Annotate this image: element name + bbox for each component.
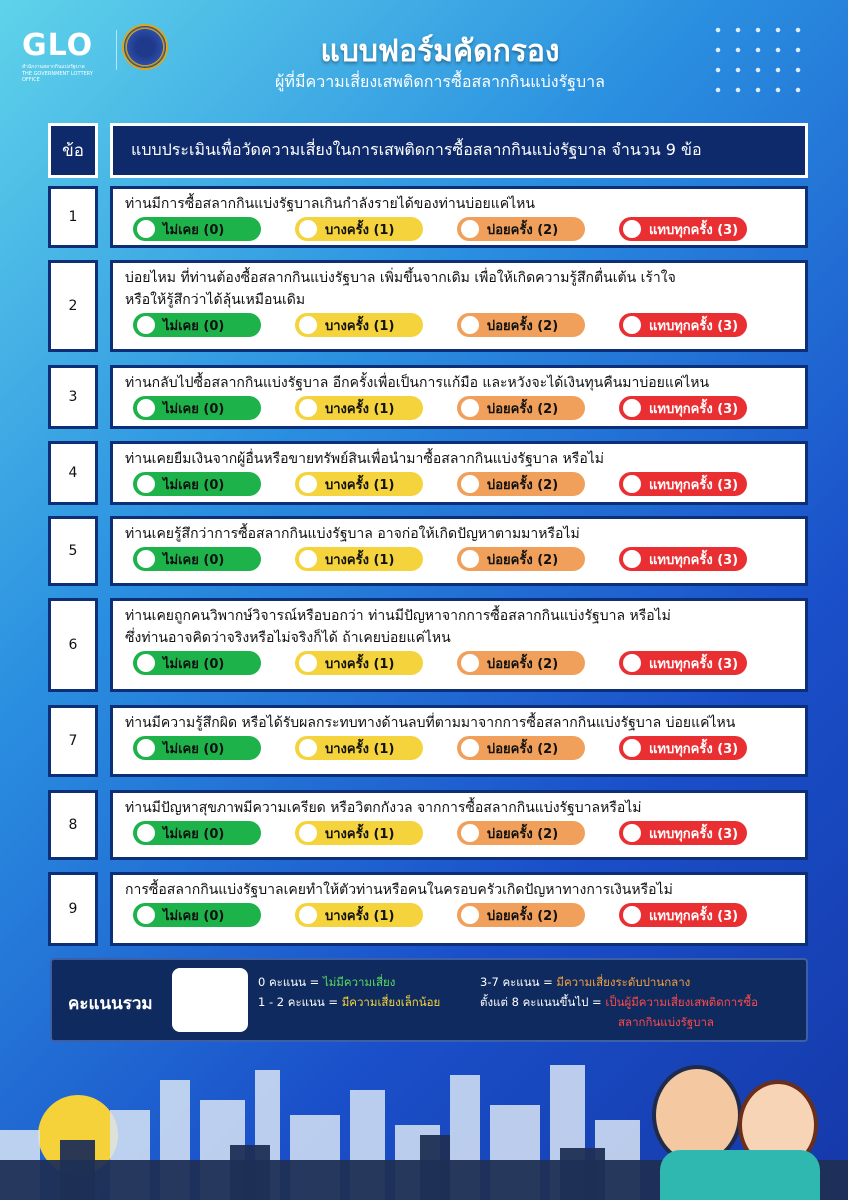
question-number: 2 [48, 260, 98, 352]
option-almost-always-label: แทบทุกครั้ง (3) [649, 552, 739, 568]
option-never-toggle[interactable] [133, 217, 261, 241]
option-almost-always-toggle[interactable] [619, 313, 747, 337]
option-almost-always-label: แทบทุกครั้ง (3) [649, 741, 739, 757]
option-sometimes-label: บางครั้ง (1) [325, 656, 395, 672]
option-sometimes-label: บางครั้ง (1) [325, 477, 395, 493]
option-never-label: ไม่เคย (0) [163, 401, 225, 417]
radio-knob-icon [137, 824, 155, 842]
radio-knob-icon [623, 475, 641, 493]
radio-knob-icon [299, 399, 317, 417]
option-never-toggle[interactable] [133, 313, 261, 337]
option-almost-always-toggle[interactable] [619, 472, 747, 496]
option-often-toggle[interactable] [457, 472, 585, 496]
radio-knob-icon [137, 654, 155, 672]
question-row [110, 598, 808, 692]
question-number: 3 [48, 365, 98, 429]
option-never-label: ไม่เคย (0) [163, 908, 225, 924]
glo-logo [22, 28, 112, 83]
option-often-toggle[interactable] [457, 903, 585, 927]
option-sometimes-toggle[interactable] [295, 651, 423, 675]
option-often-label: บ่อยครั้ง (2) [487, 656, 559, 672]
logo-sub-en: THE GOVERNMENT LOTTERY OFFICE [22, 71, 93, 83]
answer-options [125, 821, 795, 845]
option-sometimes-toggle[interactable] [295, 313, 423, 337]
option-almost-always-toggle[interactable] [619, 547, 747, 571]
option-often-toggle[interactable] [457, 651, 585, 675]
page-title: แบบฟอร์มคัดกรอง [320, 34, 560, 69]
garuda-emblem-icon [122, 24, 168, 70]
option-never-toggle[interactable] [133, 821, 261, 845]
answer-options [125, 903, 795, 927]
option-almost-always-label: แทบทุกครั้ง (3) [649, 477, 739, 493]
score-summary [50, 958, 808, 1042]
option-often-toggle[interactable] [457, 547, 585, 571]
answer-options [125, 313, 795, 337]
option-never-label: ไม่เคย (0) [163, 656, 225, 672]
option-sometimes-label: บางครั้ง (1) [325, 318, 395, 334]
radio-knob-icon [623, 550, 641, 568]
question-text: ท่านมีปัญหาสุขภาพมีความเครียด หรือวิตกกังวล จากการซื้อสลากกินแบ่งรัฐบาลหรือไม่ [125, 800, 642, 816]
question-number: 9 [48, 872, 98, 946]
option-often-label: บ่อยครั้ง (2) [487, 552, 559, 568]
option-almost-always-label: แทบทุกครั้ง (3) [649, 401, 739, 417]
option-almost-always-toggle[interactable] [619, 821, 747, 845]
total-score-label: คะแนนรวม [68, 994, 153, 1014]
question-row [110, 790, 808, 860]
option-often-toggle[interactable] [457, 217, 585, 241]
question-text: ท่านเคยรู้สึกว่าการซื้อสลากกินแบ่งรัฐบาล อาจก่อให้เกิดปัญหาตามมาหรือไม่ [125, 526, 580, 542]
option-often-label: บ่อยครั้ง (2) [487, 908, 559, 924]
option-sometimes-toggle[interactable] [295, 547, 423, 571]
option-almost-always-toggle[interactable] [619, 736, 747, 760]
question-text: ท่านเคยถูกคนวิพากษ์วิจารณ์หรือบอกว่า ท่านมีปัญหาจากการซื้อสลากกินแบ่งรัฐบาล หรือไม่ [125, 608, 671, 624]
option-never-label: ไม่เคย (0) [163, 826, 225, 842]
radio-knob-icon [299, 475, 317, 493]
option-sometimes-toggle[interactable] [295, 472, 423, 496]
question-row [110, 365, 808, 429]
logo-text: GLO [22, 28, 94, 63]
question-text-line2: หรือให้รู้สึกว่าได้ลุ้นเหมือนเดิม [125, 292, 306, 308]
option-sometimes-toggle[interactable] [295, 217, 423, 241]
question-row [110, 705, 808, 777]
question-row [110, 872, 808, 946]
option-never-toggle[interactable] [133, 396, 261, 420]
radio-knob-icon [461, 654, 479, 672]
radio-knob-icon [623, 399, 641, 417]
question-text: การซื้อสลากกินแบ่งรัฐบาลเคยทำให้ตัวท่านหรือคนในครอบครัวเกิดปัญหาทางการเงินหรือไม่ [125, 882, 673, 898]
legend-8-desc: เป็นผู้มีความเสี่ยงเสพติดการซื้อ [605, 995, 759, 1009]
option-sometimes-label: บางครั้ง (1) [325, 908, 395, 924]
option-often-toggle[interactable] [457, 821, 585, 845]
option-often-label: บ่อยครั้ง (2) [487, 741, 559, 757]
option-often-label: บ่อยครั้ง (2) [487, 477, 559, 493]
mascot-body-illustration [660, 1150, 820, 1200]
answer-options [125, 472, 795, 496]
option-often-toggle[interactable] [457, 396, 585, 420]
radio-knob-icon [137, 550, 155, 568]
option-often-label: บ่อยครั้ง (2) [487, 222, 559, 238]
question-text: ท่านมีความรู้สึกผิด หรือได้รับผลกระทบทางด้านลบที่ตามมาจากการซื้อสลากกินแบ่งรัฐบาล บ่อยแค่ไหน [125, 715, 736, 731]
option-never-label: ไม่เคย (0) [163, 318, 225, 334]
answer-options [125, 651, 795, 675]
legend-8-desc-cont: สลากกินแบ่งรัฐบาล [618, 1015, 714, 1029]
radio-knob-icon [461, 906, 479, 924]
option-almost-always-label: แทบทุกครั้ง (3) [649, 222, 739, 238]
page-subtitle: ผู้ที่มีความเสี่ยงเสพติดการซื้อสลากกินแบ่งรัฐบาล [275, 72, 605, 91]
question-number: 6 [48, 598, 98, 692]
radio-knob-icon [137, 475, 155, 493]
radio-knob-icon [461, 824, 479, 842]
legend-0-desc: ไม่มีความเสี่ยง [322, 975, 396, 989]
option-often-label: บ่อยครั้ง (2) [487, 826, 559, 842]
option-often-toggle[interactable] [457, 313, 585, 337]
page-header [0, 0, 848, 118]
total-score-field[interactable] [172, 968, 248, 1032]
logo-sub-th: สำนักงานสลากกินแบ่งรัฐบาล [22, 64, 85, 70]
option-often-toggle[interactable] [457, 736, 585, 760]
question-number: 4 [48, 441, 98, 505]
question-row [110, 516, 808, 586]
question-text: ท่านมีการซื้อสลากกินแบ่งรัฐบาลเกินกำลังรายได้ของท่านบ่อยแค่ไหน [125, 196, 535, 212]
question-number: 8 [48, 790, 98, 860]
legend-8-points: ตั้งแต่ 8 คะแนนขึ้นไป = [480, 995, 606, 1009]
option-never-toggle[interactable] [133, 547, 261, 571]
option-never-label: ไม่เคย (0) [163, 741, 225, 757]
radio-knob-icon [299, 654, 317, 672]
radio-knob-icon [623, 906, 641, 924]
radio-knob-icon [299, 220, 317, 238]
answer-options [125, 396, 795, 420]
option-almost-always-toggle[interactable] [619, 217, 747, 241]
answer-options [125, 547, 795, 571]
option-often-label: บ่อยครั้ง (2) [487, 318, 559, 334]
radio-knob-icon [137, 220, 155, 238]
radio-knob-icon [137, 906, 155, 924]
legend-12-points: 1 - 2 คะแนน = [258, 995, 342, 1009]
option-never-toggle[interactable] [133, 736, 261, 760]
option-almost-always-toggle[interactable] [619, 651, 747, 675]
question-text: ท่านเคยยืมเงินจากผู้อื่นหรือขายทรัพย์สินเพื่อนำมาซื้อสลากกินแบ่งรัฐบาล หรือไม่ [125, 451, 605, 467]
radio-knob-icon [299, 739, 317, 757]
radio-knob-icon [461, 475, 479, 493]
option-almost-always-toggle[interactable] [619, 903, 747, 927]
radio-knob-icon [623, 824, 641, 842]
radio-knob-icon [137, 316, 155, 334]
answer-options [125, 736, 795, 760]
legend-12-desc: มีความเสี่ยงเล็กน้อย [341, 995, 441, 1009]
question-text: บ่อยไหม ที่ท่านต้องซื้อสลากกินแบ่งรัฐบาล เพิ่มขึ้นจากเดิม เพื่อให้เกิดความรู้สึกตื่นเต้น เร้าใจ [125, 270, 676, 286]
option-never-label: ไม่เคย (0) [163, 477, 225, 493]
option-sometimes-toggle[interactable] [295, 396, 423, 420]
radio-knob-icon [623, 739, 641, 757]
question-row [110, 260, 808, 352]
radio-knob-icon [623, 654, 641, 672]
legend-right [480, 972, 758, 1032]
answer-options [125, 217, 795, 241]
option-never-toggle[interactable] [133, 472, 261, 496]
radio-knob-icon [623, 220, 641, 238]
option-never-toggle[interactable] [133, 651, 261, 675]
option-almost-always-label: แทบทุกครั้ง (3) [649, 826, 739, 842]
option-sometimes-toggle[interactable] [295, 821, 423, 845]
legend-0-points: 0 คะแนน = [258, 975, 323, 989]
radio-knob-icon [461, 739, 479, 757]
legend-left [258, 972, 440, 1012]
option-sometimes-toggle[interactable] [295, 736, 423, 760]
column-header-question: แบบประเมินเพื่อวัดความเสี่ยงในการเสพติดการซื้อสลากกินแบ่งรัฐบาล จำนวน 9 ข้อ [110, 123, 808, 178]
radio-knob-icon [137, 739, 155, 757]
option-almost-always-label: แทบทุกครั้ง (3) [649, 908, 739, 924]
question-number: 7 [48, 705, 98, 777]
option-never-toggle[interactable] [133, 903, 261, 927]
legend-37-desc: มีความเสี่ยงระดับปานกลาง [556, 975, 691, 989]
logo-divider [116, 30, 117, 70]
question-text-line2: ซึ่งท่านอาจคิดว่าจริงหรือไม่จริงก็ได้ ถ้าเคยบ่อยแค่ไหน [125, 630, 451, 646]
option-sometimes-label: บางครั้ง (1) [325, 741, 395, 757]
option-almost-always-label: แทบทุกครั้ง (3) [649, 318, 739, 334]
option-sometimes-label: บางครั้ง (1) [325, 552, 395, 568]
legend-37-points: 3-7 คะแนน = [480, 975, 557, 989]
option-often-label: บ่อยครั้ง (2) [487, 401, 559, 417]
radio-knob-icon [623, 316, 641, 334]
option-sometimes-toggle[interactable] [295, 903, 423, 927]
question-row [110, 441, 808, 505]
column-header-number: ข้อ [48, 123, 98, 178]
option-never-label: ไม่เคย (0) [163, 222, 225, 238]
option-sometimes-label: บางครั้ง (1) [325, 826, 395, 842]
question-number: 5 [48, 516, 98, 586]
option-almost-always-label: แทบทุกครั้ง (3) [649, 656, 739, 672]
option-almost-always-toggle[interactable] [619, 396, 747, 420]
question-text: ท่านกลับไปซื้อสลากกินแบ่งรัฐบาล อีกครั้งเพื่อเป็นการแก้มือ และหวังจะได้เงินทุนคืนมาบ่อยแค่ไหน [125, 375, 710, 391]
radio-knob-icon [137, 399, 155, 417]
radio-knob-icon [461, 399, 479, 417]
option-sometimes-label: บางครั้ง (1) [325, 401, 395, 417]
question-row [110, 186, 808, 248]
radio-knob-icon [299, 316, 317, 334]
radio-knob-icon [461, 220, 479, 238]
radio-knob-icon [299, 824, 317, 842]
radio-knob-icon [461, 316, 479, 334]
option-never-label: ไม่เคย (0) [163, 552, 225, 568]
decorative-dots [708, 20, 808, 100]
radio-knob-icon [299, 550, 317, 568]
radio-knob-icon [299, 906, 317, 924]
question-number: 1 [48, 186, 98, 248]
option-sometimes-label: บางครั้ง (1) [325, 222, 395, 238]
radio-knob-icon [461, 550, 479, 568]
